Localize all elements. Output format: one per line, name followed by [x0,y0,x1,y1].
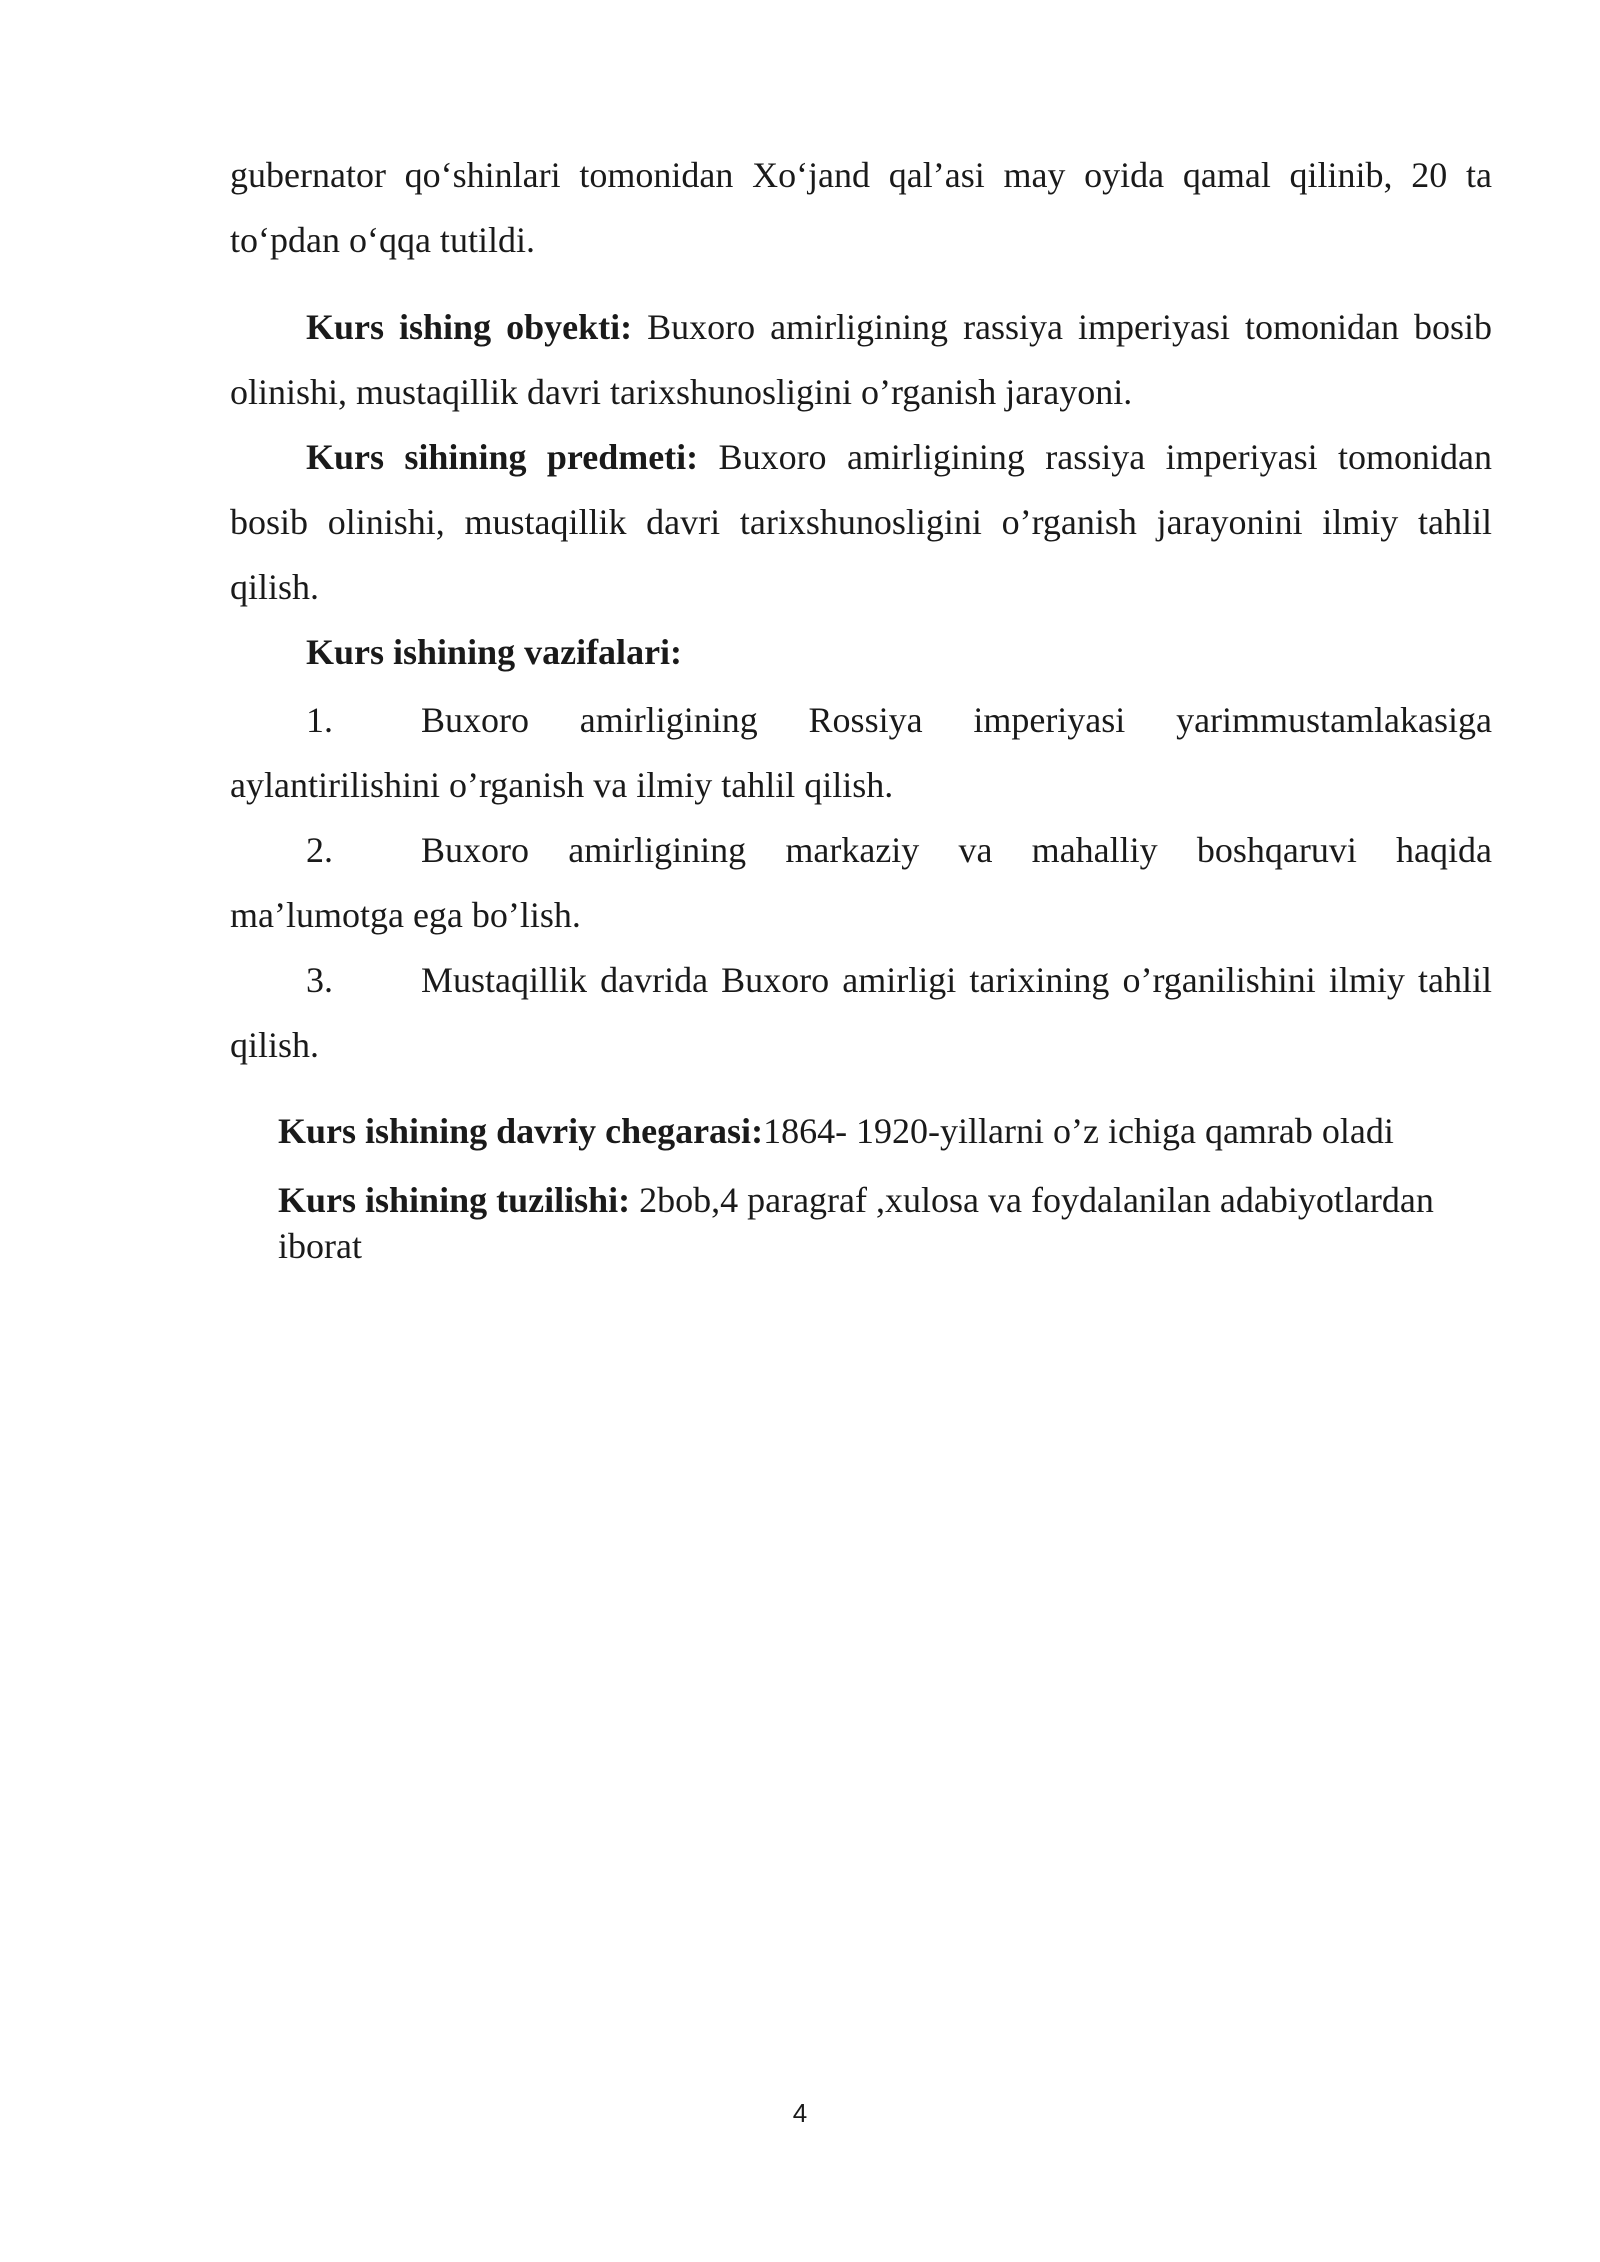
tasks-heading [230,620,1492,685]
task-item [230,818,1492,948]
object-label: Kurs ishing obyekti: [306,307,633,347]
main-text [230,143,1492,273]
period-text: 1864- 1920-yillarni o’z ichiga qamrab oladi [763,1111,1394,1151]
tasks-label: Kurs ishining vazifalari: [306,632,683,672]
period-label: Kurs ishining davriy chegarasi: [278,1111,764,1151]
page-number: 4 [792,2098,808,2128]
subject-text: Buxoro amirligining rassiya imperiyasi tomonidan bosib olinishi, mustaqillik davri tarixshunosligini o’rganish jarayonini ilmiy tahlil qilish. [230,437,1492,607]
structure-text: 2bob,4 paragraf ,xulosa va foydalanilan adabiyotlardan iborat [278,1180,1434,1266]
structure-label: Kurs ishining tuzilishi: [278,1180,631,1220]
definitions-text [230,295,1492,1078]
task-text: Buxoro amirligining Rossiya imperiyasi yarimmustamlakasiga aylantirilishini o’rganish va ilmiy tahlil qilish. [230,700,1492,805]
continuation-paragraph: gubernator qo‘shinlari tomonidan Xo‘jand qal’asi may oyida qamal qilinib, 20 ta to‘pdan o‘qqa tutildi. [230,155,1492,260]
task-number: 2. [306,830,333,870]
object-paragraph [230,295,1492,425]
object-text: Buxoro amirligining rassiya imperiyasi tomonidan bosib olinishi, mustaqillik davri tarixshunosligini o’rganish jarayoni. [230,307,1492,412]
task-text: Buxoro amirligining markaziy va mahalliy boshqaruvi haqida ma’lumotga ega bo’lish. [230,830,1492,935]
task-number: 1. [306,700,333,740]
period-paragraph [278,1108,1492,1154]
structure-paragraph [278,1177,1492,1269]
task-text: Mustaqillik davrida Buxoro amirligi tarixining o’rganilishini ilmiy tahlil qilish. [230,960,1492,1065]
task-item [230,948,1492,1078]
subject-label: Kurs sihining predmeti: [306,437,699,477]
task-item [230,688,1492,818]
subject-paragraph [230,425,1492,620]
task-number: 3. [306,960,333,1000]
